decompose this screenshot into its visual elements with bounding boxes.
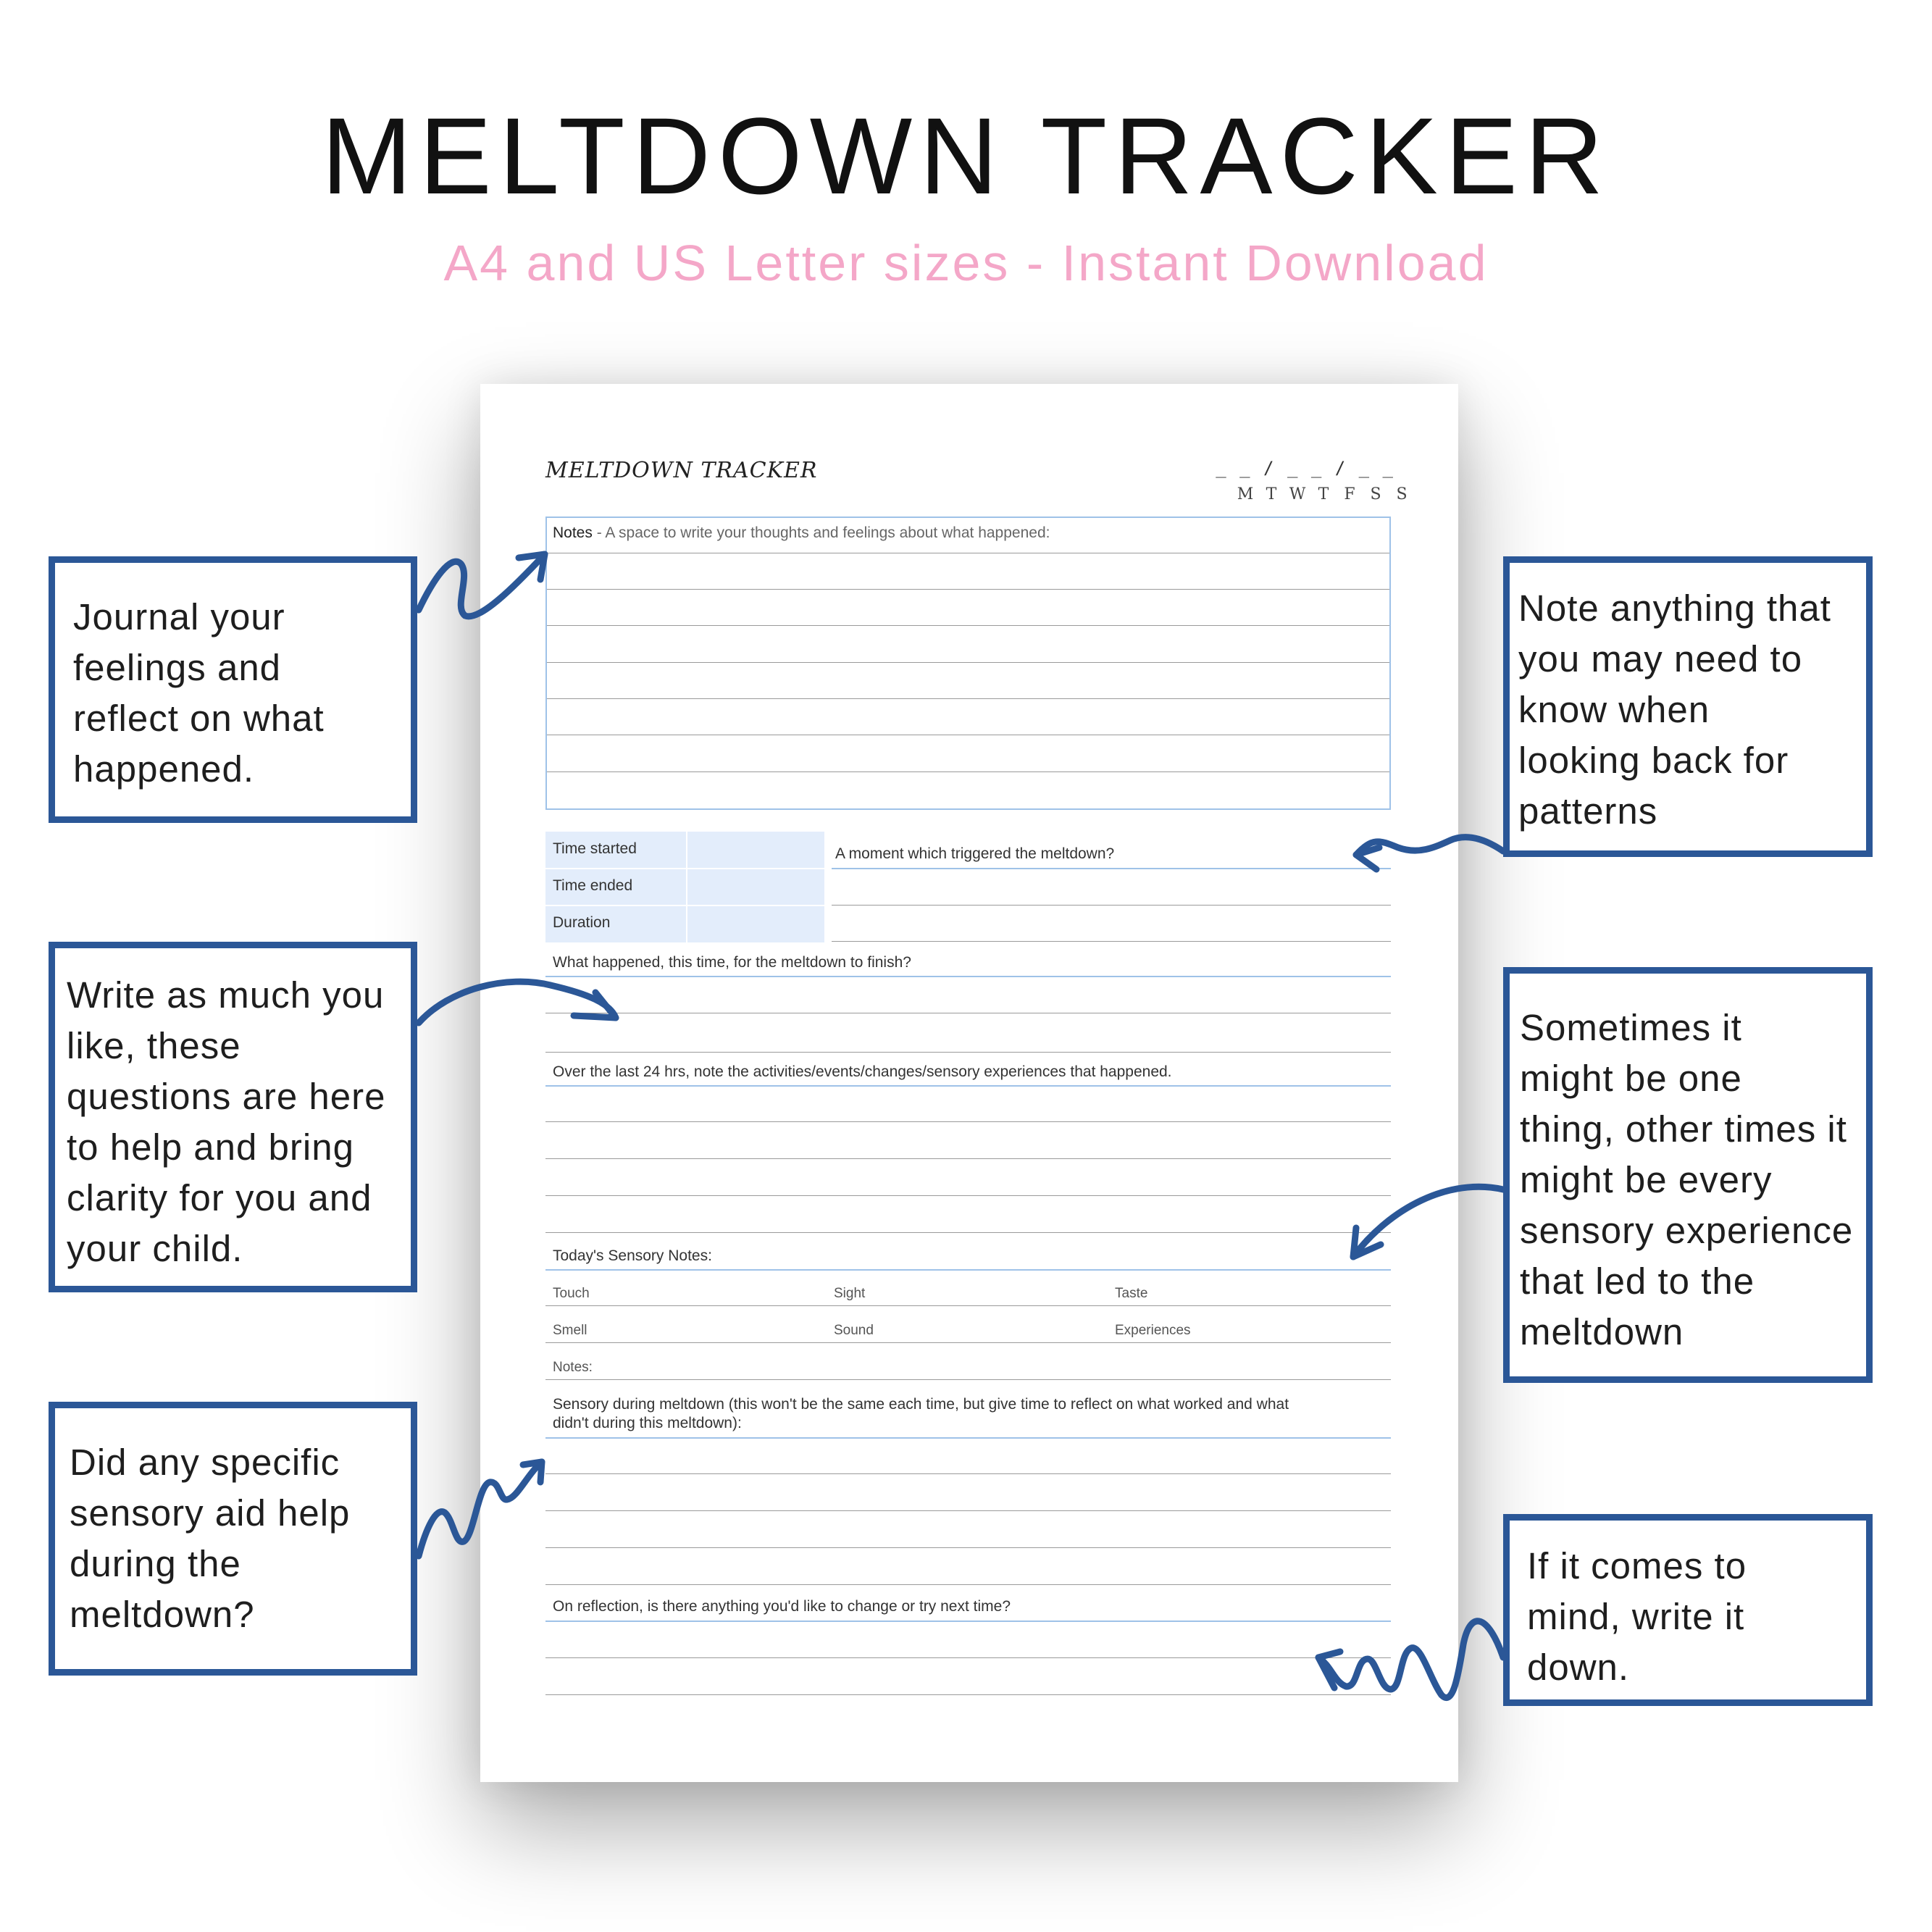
day-sat[interactable]: S [1370, 485, 1381, 503]
page-subtitle: A4 and US Letter sizes - Instant Download [443, 235, 1489, 291]
sensory-title: Today's Sensory Notes: [553, 1247, 712, 1264]
experiences-label: Experiences [1115, 1323, 1191, 1338]
smell-label: Smell [553, 1323, 587, 1338]
notes-hint: - A space to write your thoughts and feelings about what happened: [596, 524, 1050, 541]
callout-write-much-text: Write as much you like, these questions are here to help and bring clarity for you and your child. [67, 974, 386, 1269]
day-mon[interactable]: M [1237, 485, 1254, 503]
page-title: MELTDOWN TRACKER [321, 95, 1611, 217]
during-question-line1: Sensory during meltdown (this won't be the same each time, but give time to reflect on what worked and what [553, 1396, 1289, 1413]
callout-sometimes-text: Sometimes it might be one thing, other times it might be every sensory experience that led to the meltdown [1520, 1007, 1854, 1352]
last24-question: Over the last 24 hrs, note the activities/events/changes/sensory experiences that happened. [553, 1063, 1172, 1080]
callout-journal-text: Journal your feelings and reflect on what happened. [73, 596, 325, 790]
callout-comes-to-mind-text: If it comes to mind, write it down. [1527, 1545, 1747, 1688]
arrow-journal [419, 554, 545, 616]
arrow-sensory-aid [419, 1462, 542, 1556]
sight-label: Sight [834, 1286, 866, 1301]
sensory-notes-label: Notes: [553, 1360, 593, 1375]
taste-label: Taste [1115, 1286, 1148, 1301]
day-thu[interactable]: T [1318, 485, 1329, 503]
duration-label: Duration [553, 914, 611, 931]
callout-note-anything-text: Note anything that you may need to know when looking back for patterns [1518, 587, 1831, 832]
time-ended-label: Time ended [553, 877, 633, 894]
arrow-note-anything-head [1356, 848, 1379, 869]
callout-sensory-aid-text: Did any specific sensory aid help during the meltdown? [70, 1442, 351, 1635]
arrow-comes-to-mind [1318, 1621, 1503, 1698]
finish-question: What happened, this time, for the meltdown to finish? [553, 954, 911, 971]
day-wed[interactable]: W [1289, 485, 1306, 503]
day-tue[interactable]: T [1266, 485, 1277, 503]
during-question-line2: didn't during this meltdown): [553, 1415, 742, 1431]
reflection-question: On reflection, is there anything you'd like to change or try next time? [553, 1598, 1011, 1615]
time-started-label: Time started [553, 840, 637, 857]
notes-label-bold: Notes [553, 524, 593, 541]
touch-label: Touch [553, 1286, 590, 1301]
date-field[interactable]: _ _ / _ _ / _ _ [1216, 458, 1394, 478]
day-fri[interactable]: F [1344, 485, 1355, 503]
day-sun[interactable]: S [1396, 485, 1408, 503]
worksheet-title: MELTDOWN TRACKER [545, 458, 818, 483]
sound-label: Sound [834, 1323, 874, 1338]
trigger-question: A moment which triggered the meltdown? [835, 845, 1115, 862]
